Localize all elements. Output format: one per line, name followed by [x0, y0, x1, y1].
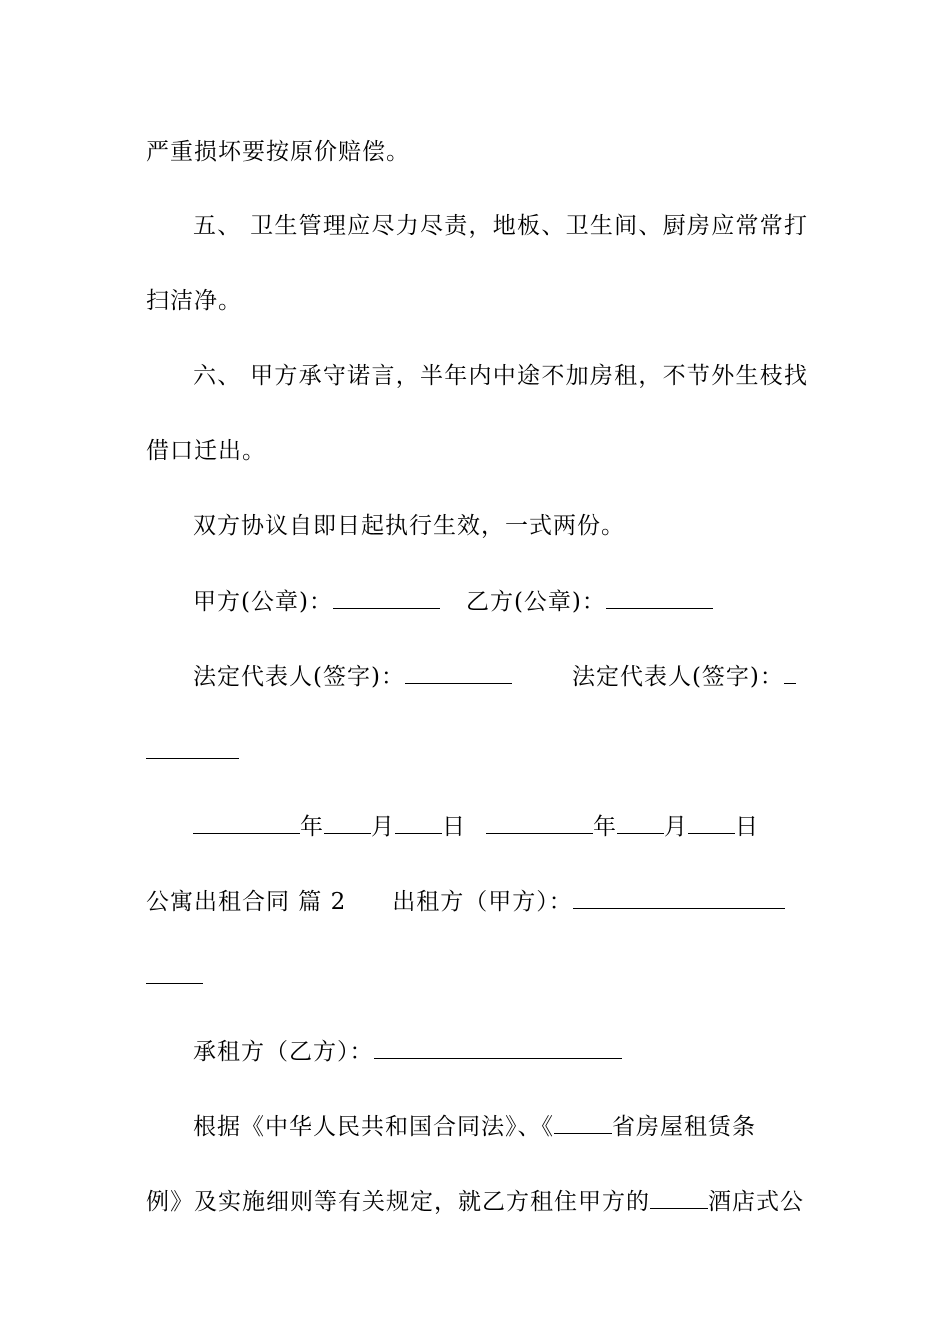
month-label: 月 — [371, 814, 395, 840]
rep-b-label: 法定代表人(签字)： — [571, 664, 784, 690]
representative-row — [193, 661, 808, 692]
province-blank — [554, 1111, 612, 1134]
month-blank — [324, 811, 371, 834]
legal-basis-text: 例》及实施细则等有关规定，就乙方租住甲方的 — [146, 1189, 650, 1215]
month-blank — [617, 811, 664, 834]
legal-basis-text: 根据《中华人民共和国合同法》、《 — [193, 1114, 554, 1140]
month-label: 月 — [664, 814, 688, 840]
party-a-seal-blank — [333, 586, 440, 609]
lessee-label: 承租方（乙方）： — [193, 1039, 374, 1065]
day-blank — [395, 811, 442, 834]
year-blank — [193, 811, 300, 834]
legal-basis-line — [193, 1111, 808, 1142]
lessee-blank — [374, 1036, 622, 1059]
party-b-seal-label: 乙方(公章)： — [465, 589, 606, 615]
legal-basis-text: 省房屋租赁条 — [612, 1114, 756, 1140]
lessor-blank-continuation — [146, 983, 203, 984]
party-a-seal-label: 甲方(公章)： — [193, 589, 333, 615]
day-label: 日 — [735, 814, 759, 840]
rep-a-blank — [405, 661, 512, 684]
legal-basis-text: 酒店式公 — [708, 1189, 804, 1215]
legal-basis-line — [146, 1186, 808, 1217]
day-blank — [688, 811, 735, 834]
hotel-blank — [650, 1186, 708, 1209]
lessor-label: 出租方（甲方）： — [392, 889, 573, 915]
seal-row — [193, 586, 808, 617]
date-row — [193, 811, 808, 842]
lessor-blank — [573, 886, 785, 909]
day-label: 日 — [442, 814, 466, 840]
party-b-seal-blank — [606, 586, 713, 609]
paragraph-line: 扫洁净。 — [146, 288, 242, 314]
contract-title: 公寓出租合同 篇 2 — [146, 889, 347, 915]
rep-a-label: 法定代表人(签字)： — [193, 664, 405, 690]
paragraph-line: 借口迁出。 — [146, 438, 266, 464]
year-label: 年 — [300, 814, 324, 840]
year-blank — [486, 811, 593, 834]
effect-statement: 双方协议自即日起执行生效，一式两份。 — [193, 513, 625, 539]
clause-six: 六、 甲方承守诺言，半年内中途不加房租，不节外生枝找 — [193, 363, 808, 389]
contract-two-header — [146, 886, 808, 917]
rep-b-blank — [784, 661, 796, 684]
year-label: 年 — [593, 814, 617, 840]
rep-b-blank-continuation — [146, 758, 239, 759]
lessee-row — [193, 1036, 808, 1067]
clause-five: 五、 卫生管理应尽力尽责，地板、卫生间、厨房应常常打 — [193, 213, 808, 239]
paragraph-line: 严重损坏要按原价赔偿。 — [146, 139, 410, 165]
